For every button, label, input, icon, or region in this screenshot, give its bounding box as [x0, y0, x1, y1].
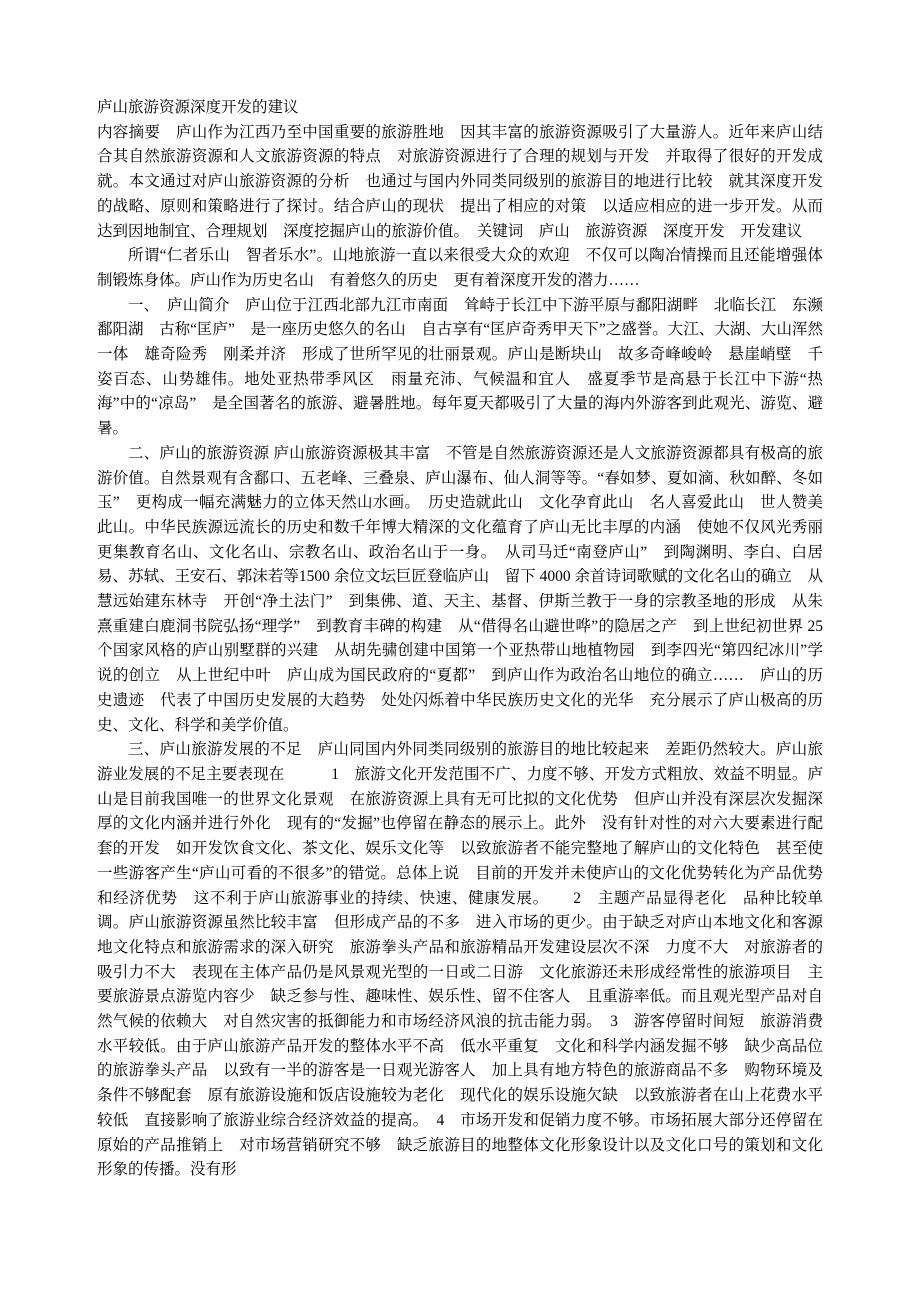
paragraph-section-1: 一、 庐山简介 庐山位于江西北部九江市南面 耸峙于长江中下游平原与鄱阳湖畔 北临长江 东濒鄱阳湖 古称“匡庐” 是一座历史悠久的名山 自古享有“匡庐奇秀甲天下”之盛誉。大江、大湖、大山浑然一体 雄奇险秀 刚柔并济 形成了世所罕见的壮丽景观。庐山是断块山 故多奇峰峻岭 悬崖峭壁 千姿百态、山势雄伟。地处亚热带季风区 雨量充沛、气候温和宜人 盛夏季节是高悬于长江中下游“热海”中的“凉岛” 是全国著名的旅游、避暑胜地。每年夏天都吸引了大量的海内外游客到此观光、游览、避暑。	[97, 296, 823, 438]
paragraph-abstract: 内容摘要 庐山作为江西乃至中国重要的旅游胜地 因其丰富的旅游资源吸引了大量游人。近年来庐山结合其自然旅游资源和人文旅游资源的特点 对旅游资源进行了合理的规划与开发 并取得了很好的开发成就。本文通过对庐山旅游资源的分析 也通过与国内外同类同级别的旅游目的地进行比较 就其深度开发的战略、原则和策略进行了探讨。结合庐山的现状 提出了相应的对策 以适应相应的进一步开发。从而达到因地制宜、合理规划 深度挖掘庐山的旅游价值。 关键词 庐山 旅游资源 深度开发 开发建议	[97, 123, 823, 240]
paragraph-section-2: 二、庐山的旅游资源 庐山旅游资源极其丰富 不管是自然旅游资源还是人文旅游资源都具有极高的旅游价值。自然景观有含鄱口、五老峰、三叠泉、庐山瀑布、仙人洞等等。“春如梦、夏如滴、秋如醉、冬如玉” 更构成一幅充满魅力的立体天然山水画。 历史造就此山 文化孕育此山 名人喜爱此山 世人赞美此山。中华民族源远流长的历史和数千年博大精深的文化蕴育了庐山无比丰厚的内涵 使她不仅风光秀丽 更集教育名山、文化名山、宗教名山、政治名山于一身。 从司马迁“南登庐山” 到陶渊明、李白、白居易、苏轼、王安石、郭沫若等1500 余位文坛巨匠登临庐山 留下 4000 余首诗词歌赋的文化名山的确立 从慧远始建东林寺 开创“净土法门” 到集佛、道、天主、基督、伊斯兰教于一身的宗教圣地的形成 从朱熹重建白鹿洞书院弘扬“理学” 到教育丰碑的构建 从“借得名山避世哗”的隐居之产 到上世纪初世界 25 个国家风格的庐山别墅群的兴建 从胡先骕创建中国第一个亚热带山地植物园 到李四光“第四纪冰川”学说的创立 从上世纪中叶 庐山成为国民政府的“夏都” 到庐山作为政治名山地位的确立…… 庐山的历史遗迹 代表了中国历史发展的大趋势 处处闪烁着中华民族历史文化的光华 充分展示了庐山极高的历史、文化、科学和美学价值。	[97, 444, 839, 734]
paragraph-introduction: 所谓“仁者乐山 智者乐水”。山地旅游一直以来很受大众的欢迎 不仅可以陶冶情操而且还能增强体制锻炼身体。庐山作为历史名山 有着悠久的历史 更有着深度开发的潜力……	[97, 247, 823, 289]
document-title: 庐山旅游资源深度开发的建议	[97, 99, 299, 116]
paragraph-section-3: 三、庐山旅游发展的不足 庐山同国内外同类同级别的旅游目的地比较起来 差距仍然较大。庐山旅游业发展的不足主要表现在 1 旅游文化开发范围不广、力度不够、开发方式粗放、效益不明显。庐山是目前我国唯一的世界文化景观 在旅游资源上具有无可比拟的文化优势 但庐山并没有深层次发掘深厚的文化内涵并进行外化 现有的“发掘”也停留在静态的展示上。此外 没有针对性的对六大要素进行配套的开发 如开发饮食文化、茶文化、娱乐文化等 以致旅游者不能完整地了解庐山的文化特色 甚至使一些游客产生“庐山可看的不很多”的错觉。总体上说 目前的开发并未使庐山的文化优势转化为产品优势和经济优势 这不利于庐山旅游事业的持续、快速、健康发展。 2 主题产品显得老化 品种比较单调。庐山旅游资源虽然比较丰富 但形成产品的不多 进入市场的更少。由于缺乏对庐山本地文化和客源地文化特点和旅游需求的深入研究 旅游拳头产品和旅游精品开发建设层次不深 力度不大 对旅游者的吸引力不大 表现在主体产品仍是风景观光型的一日或二日游 文化旅游还未形成经常性的旅游项目 主要旅游景点游览内容少 缺乏参与性、趣味性、娱乐性、留不住客人 且重游率低。而且观光型产品对自然气候的依赖大 对自然灾害的抵御能力和市场经济风浪的抗击能力弱。 3 游客停留时间短 旅游消费水平较低。由于庐山旅游产品开发的整体水平不高 低水平重复 文化和科学内涵发掘不够 缺少高品位的旅游拳头产品 以致有一半的游客是一日观光游客人 加上具有地方特色的旅游商品不多 购物环境及条件不够配套 原有旅游设施和饭店设施较为老化 现代化的娱乐设施欠缺 以致旅游者在山上花费水平较低 直接影响了旅游业综合经济效益的提高。 4 市场开发和促销力度不够。市场拓展大部分还停留在原始的产品推销上 对市场营销研究不够 缺乏旅游目的地整体文化形象设计以及文化口号的策划和文化形象的传播。没有形	[97, 741, 823, 1179]
